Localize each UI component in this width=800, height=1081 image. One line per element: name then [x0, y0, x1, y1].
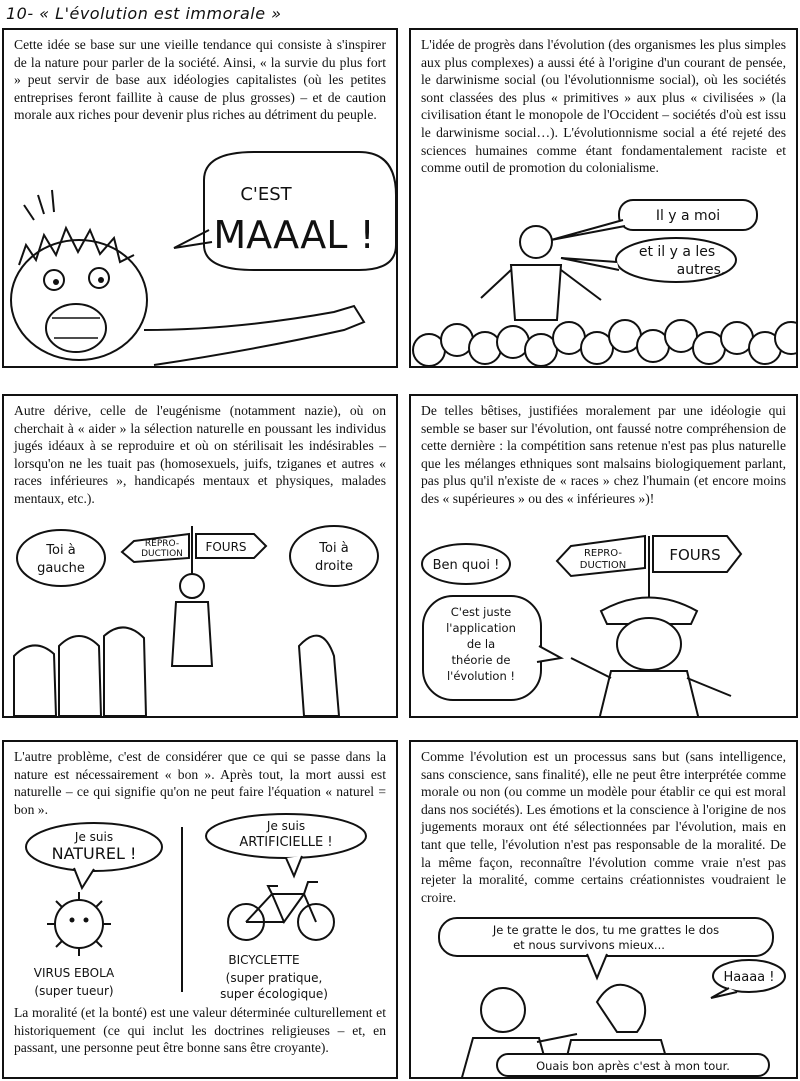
panel-4-sign-left-line1: REPRO- — [583, 548, 623, 559]
panel-1-speech-line2: MAAAL ! — [213, 213, 375, 257]
panel-2-speech-1: Il y a moi — [655, 208, 721, 224]
panel-3-sign-left-line1: REPRO- — [144, 539, 180, 549]
panel-3-speech-right-line2: droite — [315, 559, 353, 574]
panel-6-speech-1-line2: et nous survivons mieux... — [513, 938, 665, 952]
panel-6-caption: Comme l'évolution est un processus sans but (sans intelligence, sans conscience, sans finalité), elle ne peut être interprétée comme morale ou non (ou comme un modèle pour établir ce qui est moral dans nos sociétés). Les émotions et la conscience à l'origine de nos jugements moraux ont été sélectionnées par l'évolution, mais en tant que telle, l'évolution n'est pas responsable de la moralité. De la même façon, reconnaître l'évolution comme vraie n'est pas rejeter la moralité, comme certains créationnistes voudraient le croire. — [421, 749, 786, 905]
panel-2-caption: L'idée de progrès dans l'évolution (des organismes les plus simples aux plus complexes) a aussi été à l'origine d'un courant de pensée, le darwinisme social (ou l'évolutionnisme social), où les sociétés sont classées des plus « primitives » aux plus « civilisées » (la civilisation étant le monopole de l'Occident – sociétés d'où est issu le darwinisme social…). L'évolutionnisme social a été rejeté des sciences humaines comme étant fondamentalement raciste et comme outil de promotion du colonialisme. — [421, 37, 786, 176]
panel-4-illustration — [411, 396, 798, 718]
panel-4-speech-1: Ben quoi ! — [432, 558, 500, 573]
panel-2 — [409, 28, 798, 368]
panel-5-label-left-line1: VIRUS EBOLA — [33, 966, 115, 980]
panel-5-speech-left-line2: NATUREL ! — [51, 844, 137, 863]
panel-3-speech-left-line1: Toi à — [46, 543, 76, 558]
panel-3-speech-left-line2: gauche — [37, 561, 85, 576]
panel-6 — [409, 740, 798, 1079]
panel-5-label-right-line3: super écologique) — [220, 987, 328, 1001]
panel-3-caption: Autre dérive, celle de l'eugénisme (notamment nazie), où on cherchait à « aider » la sélection naturelle en poussant les individus jugés idéaux à se reproduire et où on stérilisait les indésirables – lorsqu'on ne les tuait pas (homosexuels, juifs, tziganes et autres « races inférieures », handicapés mentaux et physiques, malades mentaux, etc.). — [14, 403, 386, 506]
panel-1-illustration — [4, 30, 398, 368]
panel-4-sign-right: FOURS — [669, 546, 721, 564]
panel-4-caption: De telles bêtises, justifiées moralement par une idéologie qui semble se baser sur l'évolution, ont faussé notre compréhension de cette dernière : la compétition sans retenue n'est pas plus naturelle que les mélanges ethniques sont malsains biologiquement parlant, pas plus qu'il n'existe de « races » chez l'humain (et encore moins des « supérieures » ou des « inférieures »)! — [421, 403, 786, 506]
panel-2-speech-2-line1: et il y a les — [638, 244, 716, 260]
panel-5 — [2, 740, 398, 1079]
panel-2-speech-2-line2: autres. — [676, 262, 726, 278]
panel-5-speech-left-line1: Je suis — [74, 830, 114, 844]
panel-5-label-right-line2: (super pratique, — [225, 971, 323, 985]
panel-6-speech-3: Ouais bon après c'est à mon tour. — [536, 1059, 730, 1073]
panel-4-speech-2-line3: de la — [466, 637, 496, 651]
panel-4-speech-2-line2: l'application — [446, 621, 516, 635]
panel-1-caption: Cette idée se base sur une vieille tendance qui consiste à s'inspirer de la nature pour parler de la société. Ainsi, « la survie du plus fort » peut servir de base aux idéologies capitalistes (où les petites entreprises feront faillite à cause de plus grosses) – et de caution morale aux riches pour devenir plus riches au détriment du peuple. — [14, 37, 386, 123]
panel-3 — [2, 394, 398, 718]
panel-1-speech-line1: C'EST — [240, 184, 292, 205]
panel-6-speech-2: Haaaa ! — [723, 970, 775, 985]
panel-5-label-left-line2: (super tueur) — [34, 984, 114, 998]
panel-5-speech-right-line2: ARTIFICIELLE ! — [239, 835, 333, 850]
panel-4-speech-2-line4: théorie de — [451, 653, 511, 667]
panel-4 — [409, 394, 798, 718]
panel-4-sign-left-line2: DUCTION — [579, 560, 627, 571]
panel-1 — [2, 28, 398, 368]
panel-6-speech-1-line1: Je te gratte le dos, tu me grattes le dos — [492, 923, 720, 937]
panel-4-speech-2-line5: l'évolution ! — [446, 669, 516, 683]
panel-5-caption: L'autre problème, c'est de considérer que ce qui se passe dans la nature est nécessairement « bon ». Après tout, la mort aussi est naturelle – ce qui signifie qu'on ne peut faire l'équation « naturel = bon ». — [14, 749, 386, 817]
panel-3-illustration — [4, 396, 398, 718]
panel-4-speech-2-line1: C'est juste — [450, 605, 512, 619]
panel-5-bottom-caption: La moralité (et la bonté) est une valeur déterminée culturellement et historiquement (ce qui inclut les doctrines religieuses – et, en passant, une personne peut être bonne sans être croyante). — [14, 1005, 386, 1056]
page-title: 10- « L'évolution est immorale » — [6, 4, 282, 23]
panel-5-label-right-line1: BICYCLETTE — [228, 953, 300, 967]
panel-3-speech-right-line1: Toi à — [319, 541, 349, 556]
panel-3-sign-right: FOURS — [205, 540, 247, 554]
panel-5-speech-right-line1: Je suis — [266, 819, 306, 833]
panel-3-sign-left-line2: DUCTION — [141, 549, 183, 559]
panel-6-illustration — [411, 742, 798, 1079]
panel-2-illustration — [411, 30, 798, 368]
